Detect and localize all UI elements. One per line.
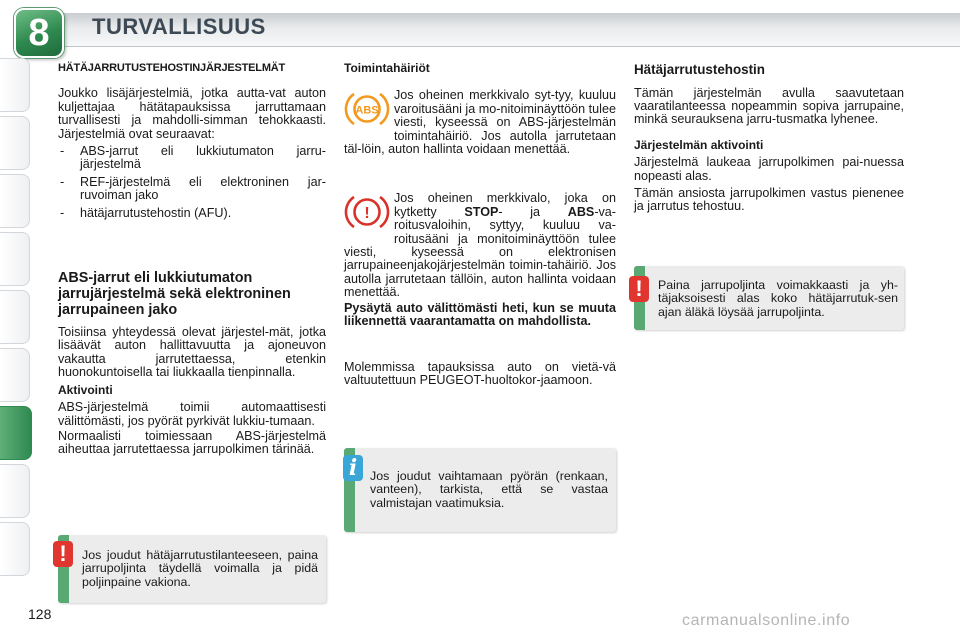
list-item: - ABS-jarrut eli lukkiutumaton jarru-järjestelmä (58, 145, 326, 172)
warning-note (634, 266, 904, 330)
note-text: Jos joudut hätäjarrutustilanteeseen, paina jarrupoljinta täydellä voimalla ja pidä poljinpaine vakiona. (82, 548, 318, 589)
watermark: carmanualsonline.info (682, 612, 851, 629)
chapter-tab[interactable] (0, 290, 30, 344)
list-item: - hätäjarrutustehostin (AFU). (58, 207, 326, 220)
column-left (58, 62, 326, 459)
abs-section-heading: ABS-jarrut eli lukkiutumaton jarrujärjestelmä sekä elektroninen jarrupaineen jako (58, 270, 291, 319)
intro-paragraph: Joukko lisäjärjestelmiä, jotka autta-vat auton kuljettajaa hätätapauksissa jarruttamaan turvallisesti ja mahdolli-simman tehokkaasti. Järjestelmiä ovat seuraavat: (58, 86, 326, 141)
column-right (634, 62, 904, 216)
abs-warning-lamp-icon (344, 89, 394, 131)
chapter-tab-active[interactable] (0, 406, 32, 460)
column-middle (344, 62, 616, 389)
warning-note (58, 535, 326, 603)
brake-warning-lamp-icon (344, 192, 394, 234)
abs-lamp-paragraph: Jos oheinen merkkivalo syt-tyy, kuuluu varoitusääni ja mo-nitoiminäyttöön tulee viesti, kyseessä on ABS-järjestelmän toimintahäiriö. Jos autolla jarrutetaan täl-löin, auton hallinta voidaan menettää. (344, 88, 616, 157)
activation-heading: Aktivointi (58, 382, 113, 397)
list-item: - REF-järjestelmä eli elektroninen jar-ruvoiman jako (58, 176, 326, 203)
chapter-tab[interactable] (0, 116, 30, 170)
chapter-tab[interactable] (0, 464, 30, 518)
svg-text:!: ! (364, 205, 370, 223)
note-text: Paina jarrupoljinta voimakkaasti ja yh-täjaksoisesti alas koko hätäjarrutuk-sen ajan äläkä löysää jarrupoljinta. (658, 278, 898, 319)
system-activation-paragraph: Järjestelmä laukeaa jarrupolkimen pai-nuessa nopeasti alas. (634, 155, 904, 183)
chapter-tab[interactable] (0, 232, 30, 286)
page-number: 128 (28, 606, 52, 622)
both-cases-paragraph: Molemmissa tapauksissa auto on vietä-vä valtuutettuun PEUGEOT-huoltokor-jaamoon. (344, 359, 616, 387)
stop-lamp-paragraph: Jos oheinen merkkivalo, joka on kytketty STOP- ja ABS-va-roitusvaloihin, syttyy, kuuluu va-roitusääni ja monitoiminäyttöön tulee viesti, kyseessä on elektronisen jarrupaineenjakojärjestelmän toimin-tahäiriö. Jos autolla jarrutetaan tällöin, auton hallinta voidaan menettää. (344, 191, 617, 300)
chapter-number-badge: 8 (14, 8, 64, 58)
warning-icon: ! (53, 541, 73, 567)
stop-instruction: Pysäytä auto välittömästi heti, kun se muuta liikennettä vaarantamatta on mahdollista. (344, 300, 616, 329)
warning-icon: ! (629, 276, 649, 302)
system-activation-paragraph: Tämän ansiosta jarrupolkimen vastus pienenee ja jarrutus tehostuu. (634, 186, 904, 214)
brake-assist-heading: Hätäjarrutustehostin (634, 62, 765, 77)
note-text: Jos joudut vaihtamaan pyörän (renkaan, vanteen), tarkista, että se vastaa valmistajan vaatimuksia. (370, 469, 608, 510)
chapter-title: TURVALLISUUS (92, 14, 266, 39)
chapter-tab[interactable] (0, 348, 30, 402)
malfunctions-heading: Toimintahäiriöt (344, 61, 430, 75)
section-heading: HÄTÄJARRUTUSTEHOSTINJÄRJESTELMÄT (58, 62, 286, 74)
chapter-tab[interactable] (0, 174, 30, 228)
system-activation-heading: Järjestelmän aktivointi (634, 137, 764, 152)
info-icon: i (343, 455, 363, 481)
abs-paragraph: Toisiinsa yhteydessä olevat järjestel-mät, jotka lisäävät auton hallittavuutta ja ajoneuvon vakautta jarrutettaessa, etenkin huonokuntoisella tai liukkaalla tienpinnalla. (58, 325, 326, 380)
activation-paragraph: ABS-järjestelmä toimii automaattisesti välittömästi, jos pyörät pyrkivät lukkiu-tumaan. (58, 400, 326, 428)
svg-text:ABS: ABS (355, 104, 379, 117)
chapter-tab[interactable] (0, 522, 30, 576)
brake-assist-paragraph: Tämän järjestelmän avulla saavutetaan vaaratilanteessa nopeammin sopiva jarrupaine, minkä seurauksena jarru-tusmatka lyhenee. (634, 85, 904, 127)
system-list (58, 145, 326, 220)
chapter-tab[interactable] (0, 58, 30, 112)
activation-paragraph: Normaalisti toimiessaan ABS-järjestelmä aiheuttaa jarrutettaessa jarrupolkimen tärinää. (58, 428, 326, 457)
info-note (344, 448, 616, 532)
